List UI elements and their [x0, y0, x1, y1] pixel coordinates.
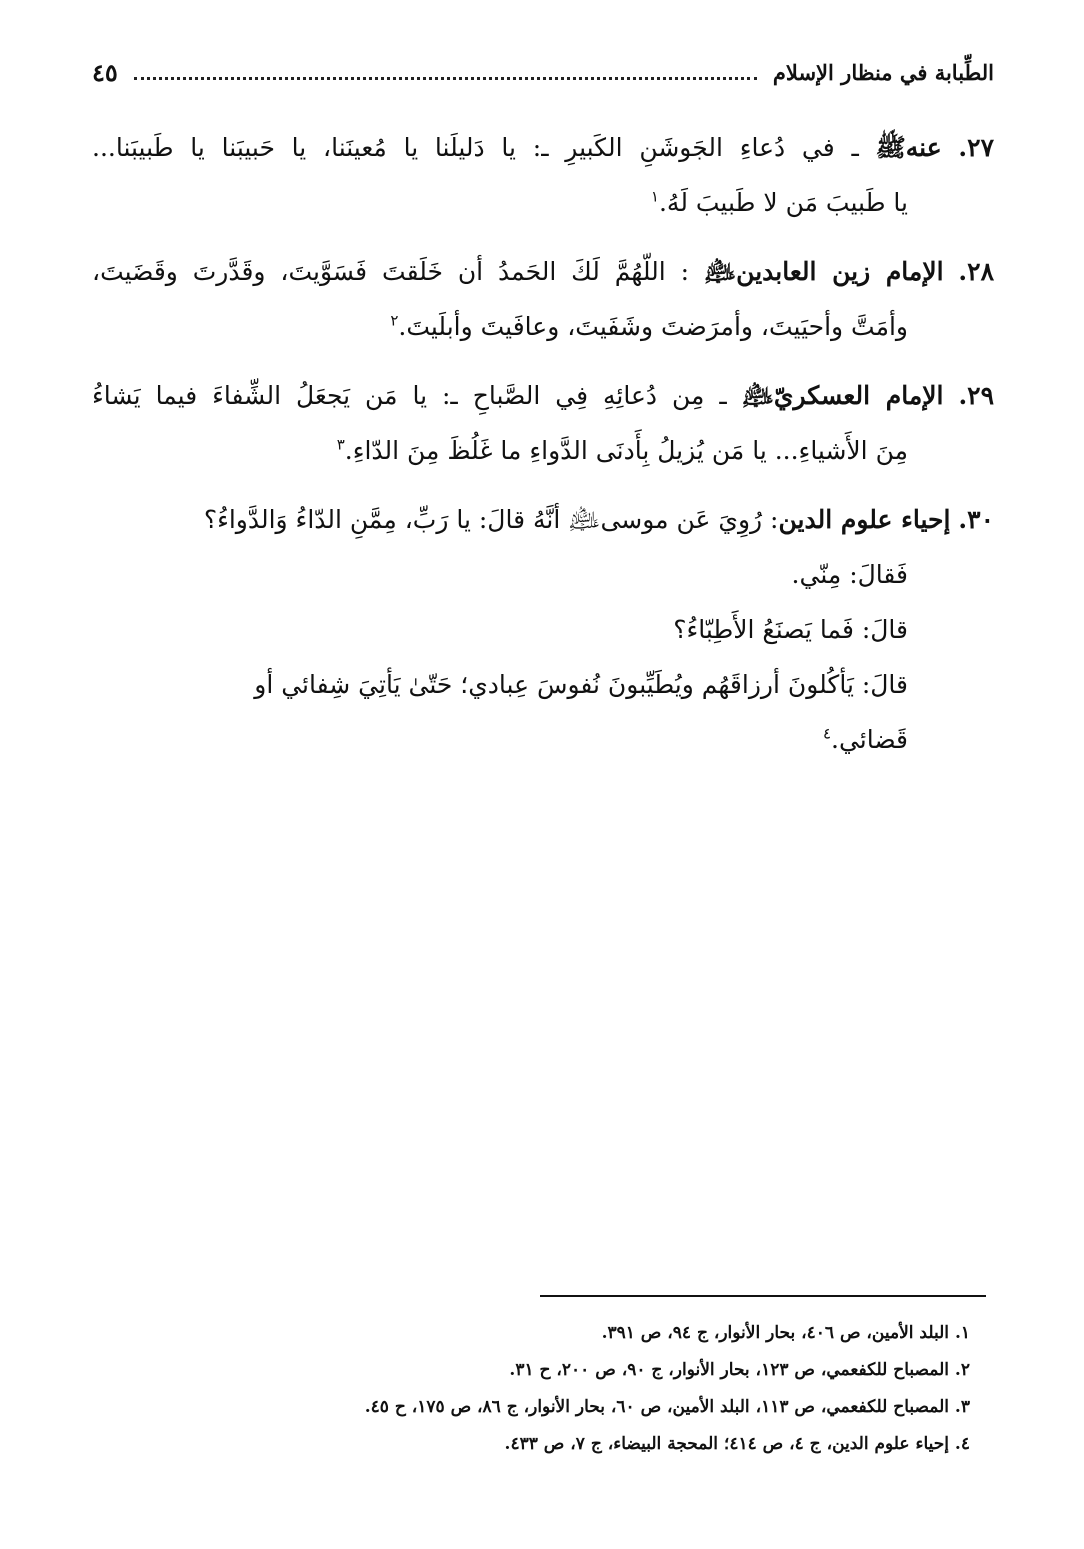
entry-source: الإمام العسكريّ﵇: [741, 381, 944, 410]
running-header: [92, 52, 994, 92]
entry-text: يا طَبيبَ مَن لا طَبيبَ لَهُ.: [658, 188, 908, 217]
entry-text: فَقالَ: مِنّي.: [791, 560, 908, 589]
footnote-3: ٣. المصباح للكفعمي، ص ١١٣، البلد الأمين، ص ٦٠، بحار الأنوار، ج ٨٦، ص ١٧٥، ح ٤٥.: [364, 1397, 970, 1417]
entry-text: مِنَ الأَشياءِ... يا مَن يُزيلُ بِأَدنَى الدَّواءِ ما غَلُظَ مِنَ الدّاءِ.: [344, 436, 908, 465]
entry-number: ٣٠.: [958, 505, 994, 534]
entry-first-line: [92, 368, 994, 423]
entry-source: عنهﷺ: [875, 133, 942, 162]
entry-28: [92, 244, 994, 354]
entry-text: : رُوِيَ عَن موسى﵇ أنَّهُ قالَ: يا رَبِّ، مِمَّنِ الدّاءُ وَالدَّواءُ؟: [203, 505, 779, 534]
footnote-marker: ٤: [822, 724, 831, 743]
entry-continuation: [92, 657, 994, 712]
entry-continuation: [92, 712, 994, 767]
entry-continuation: [92, 299, 994, 354]
entry-continuation: [92, 175, 994, 230]
footnote-1: ١. البلد الأمين، ص ٤٠٦، بحار الأنوار، ج ٩٤، ص ٣٩١.: [601, 1323, 970, 1343]
header-dot-leader: [134, 77, 757, 80]
entry-first-line: [92, 244, 994, 299]
entry-number: ٢٩.: [958, 381, 994, 410]
page-body: [92, 120, 994, 781]
entry-continuation: [92, 547, 994, 602]
entry-first-line: [92, 492, 994, 547]
entry-number: ٢٨.: [958, 257, 994, 286]
entry-27: [92, 120, 994, 230]
entry-text: وأمَتَّ وأحيَيتَ، وأمرَضتَ وشَفَيتَ، وعافَيتَ وأبلَيتَ.: [398, 312, 908, 341]
entry-29: [92, 368, 994, 478]
entry-30: [92, 492, 994, 767]
entry-text: ـ في دُعاءِ الجَوشَنِ الكَبيرِ ـ: يا دَليلَنا يا مُعينَنا، يا حَبيبَنا يا طَبيبَنا...: [92, 133, 859, 162]
entry-text: ـ مِن دُعائِهِ فِي الصَّباحِ ـ: يا مَن يَجعَلُ الشِّفاءَ فيما يَشاءُ: [92, 381, 727, 410]
footnote-separator: [540, 1295, 986, 1297]
entry-source: الإمام زين العابدين﵇: [703, 257, 944, 286]
footnote-marker: ١: [650, 187, 659, 206]
footnote-marker: ٢: [390, 311, 399, 330]
entry-text: قالَ: يَأكُلونَ أرزاقَهُم ويُطَيِّبونَ نُفوسَ عِبادي؛ حَتّىٰ يَأتِيَ شِفائي أو: [254, 670, 908, 699]
entry-text: قالَ: فَما يَصنَعُ الأَطِبّاءُ؟: [673, 615, 908, 644]
entry-number: ٢٧.: [958, 133, 994, 162]
footnote-marker: ٣: [336, 435, 345, 454]
entry-continuation: [92, 602, 994, 657]
entry-first-line: [92, 120, 994, 175]
footnote-4: ٤. إحياء علوم الدين، ج ٤، ص ٤١٤؛ المحجة البيضاء، ج ٧، ص ٤٣٣.: [504, 1434, 970, 1454]
entry-text: قَضائي.: [831, 725, 908, 754]
page-number: ٤٥: [92, 57, 118, 87]
entry-text: : اللّهُمَّ لَكَ الحَمدُ أن خَلَقتَ فَسَوَّيتَ، وقَدَّرتَ وقَضَيتَ،: [92, 257, 690, 286]
footnote-2: ٢. المصباح للكفعمي، ص ١٢٣، بحار الأنوار، ج ٩٠، ص ٢٠٠، ح ٣١.: [509, 1360, 970, 1380]
entry-continuation: [92, 423, 994, 478]
entry-source: إحياء علوم الدين: [778, 505, 951, 534]
footnotes: [92, 1295, 994, 1463]
book-title: الطِّبابة في منظار الإسلام: [772, 59, 994, 85]
